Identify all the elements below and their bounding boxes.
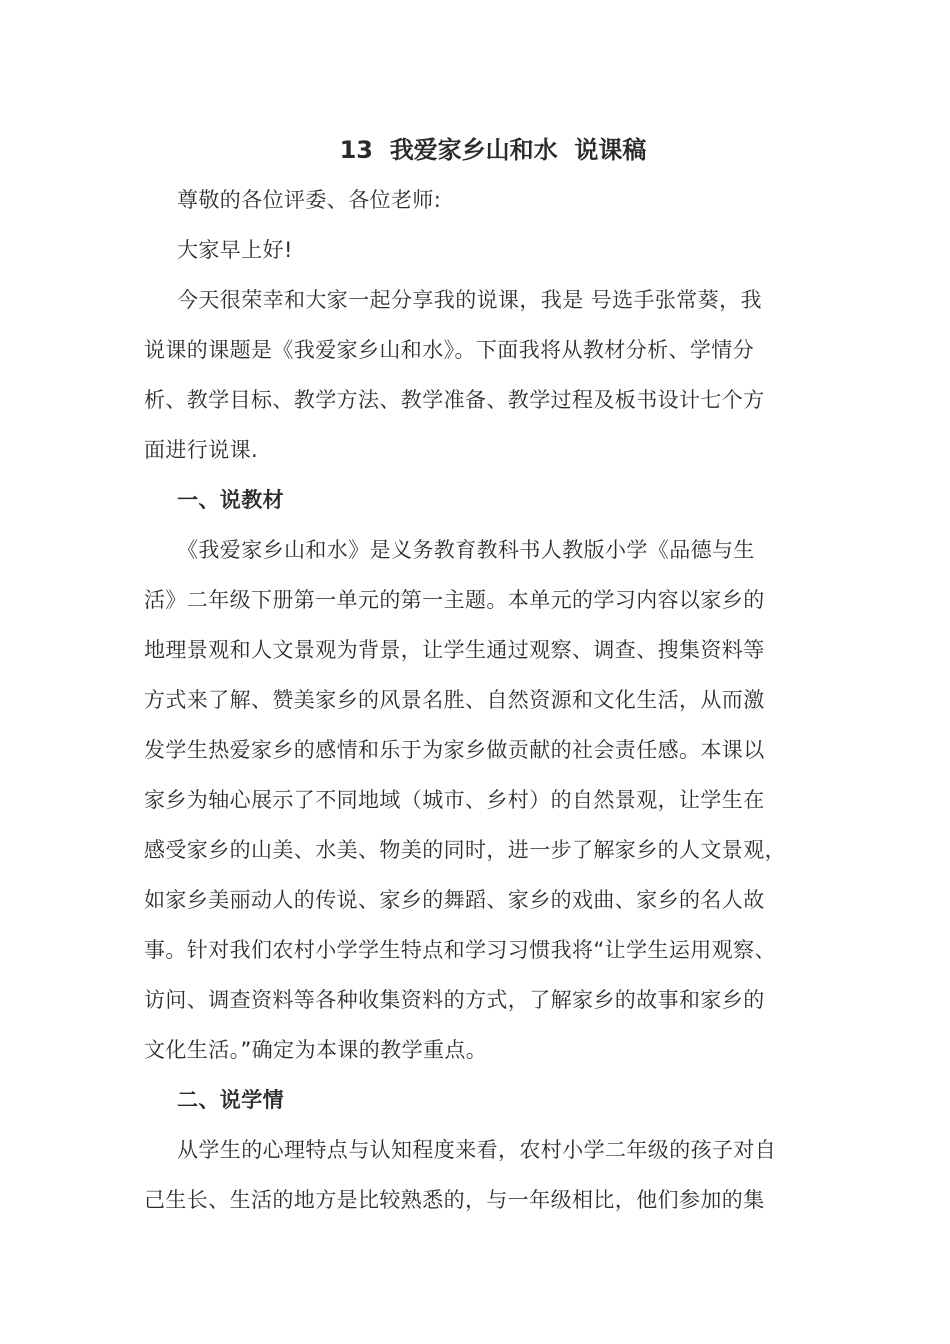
paragraph-line: 面进行说课. — [144, 438, 259, 462]
paragraph-line: 从学生的心理特点与认知程度来看，农村小学二年级的孩子对自 — [177, 1138, 777, 1162]
document-title: 13 我爱家乡山和水 说课稿 — [339, 136, 647, 164]
paragraph-line: 地理景观和人文景观为背景，让学生通过观察、调查、搜集资料等 — [144, 638, 765, 662]
paragraph-line: 发学生热爱家乡的感情和乐于为家乡做贡献的社会责任感。本课以 — [144, 738, 765, 762]
paragraph-line: 访问、调查资料等各种收集资料的方式，了解家乡的故事和家乡的 — [144, 988, 765, 1012]
paragraph-line: 析、教学目标、教学方法、教学准备、教学过程及板书设计七个方 — [144, 388, 765, 412]
paragraph-line: 说课的课题是《我爱家乡山和水》。下面我将从教材分析、学情分 — [144, 338, 755, 362]
section-heading: 一、说教材 — [177, 488, 284, 512]
paragraph-line: 今天很荣幸和大家一起分享我的说课，我是 号选手张常葵，我 — [177, 288, 762, 312]
salutation: 大家早上好! — [177, 238, 293, 262]
paragraph-line: 方式来了解、赞美家乡的风景名胜、自然资源和文化生活，从而激 — [144, 688, 765, 712]
paragraph-line: 《我爱家乡山和水》是义务教育教科书人教版小学《品德与生 — [177, 538, 755, 562]
paragraph-line: 事。针对我们农村小学学生特点和学习习惯我将“让学生运用观察、 — [144, 938, 776, 962]
paragraph-line: 文化生活。”确定为本课的教学重点。 — [144, 1038, 488, 1062]
section-heading: 二、说学情 — [177, 1088, 284, 1112]
paragraph-line: 己生长、生活的地方是比较熟悉的，与一年级相比，他们参加的集 — [144, 1188, 765, 1212]
paragraph-line: 活》二年级下册第一单元的第一主题。本单元的学习内容以家乡的 — [144, 588, 765, 612]
paragraph-line: 如家乡美丽动人的传说、家乡的舞蹈、家乡的戏曲、家乡的名人故 — [144, 888, 765, 912]
paragraph-line: 感受家乡的山美、水美、物美的同时，进一步了解家乡的人文景观， — [144, 838, 786, 862]
paragraph-line: 家乡为轴心展示了不同地域（城市、乡村）的自然景观，让学生在 — [144, 788, 765, 812]
greeting: 尊敬的各位评委、各位老师: — [177, 188, 442, 212]
